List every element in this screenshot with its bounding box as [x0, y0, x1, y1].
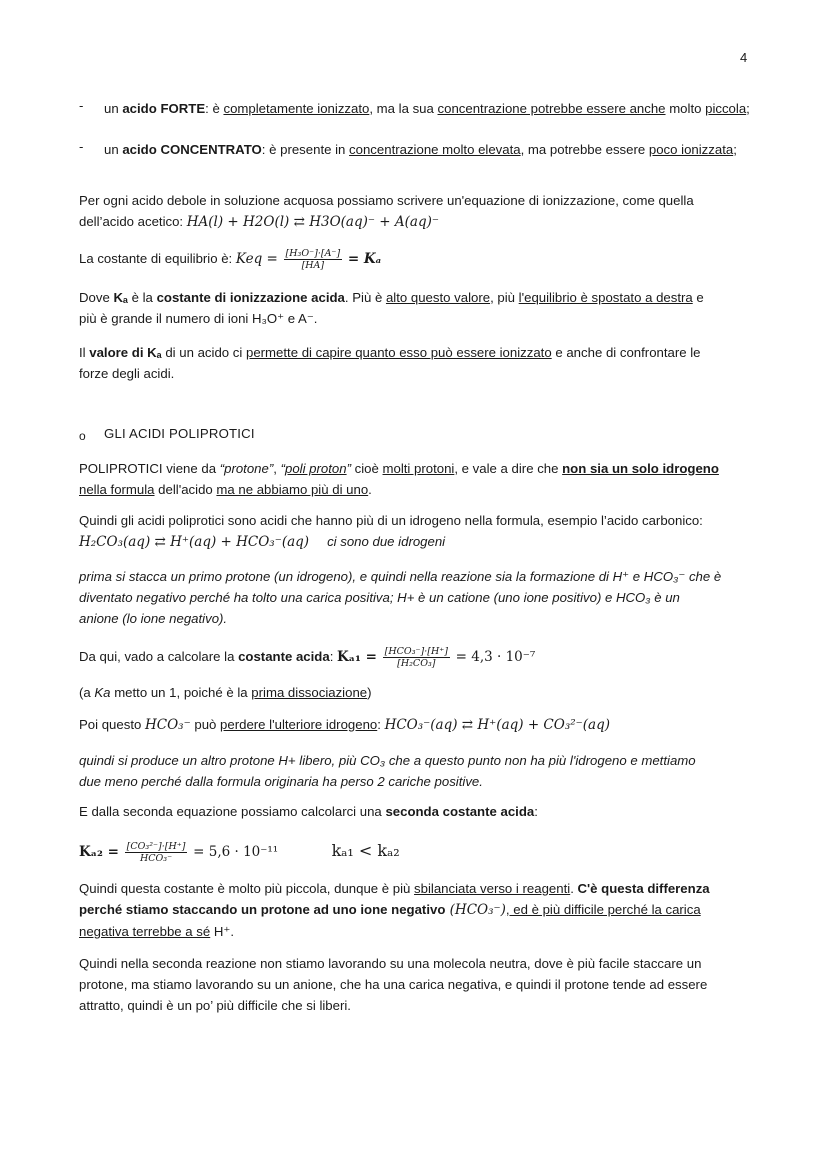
fraction-ka2: $\frac{\text{[CO₃²⁻]·[H⁺]}}{\text{HCO₃⁻}}$ — [126, 841, 186, 865]
term-concentrated-acid: acido CONCENTRATO — [122, 142, 262, 157]
equation-carbonic-first: H₂CO₃(aq) ⇄ H⁺(aq) + HCO₃⁻(aq) — [79, 534, 310, 550]
fraction-keq: $\frac{\text{[H₃O⁻]·[A⁻]}}{[HA]}$ — [285, 248, 341, 272]
paragraph-keq: La costante di equilibrio è: Keq = $\frac{\text{[H₃O⁻]·[A⁻]}}{[HA]}$ = Kₐ — [79, 248, 382, 272]
paragraph-ka1: Da qui, vado a calcolare la costante acida: Kₐ₁ = $\frac{\text{[HCO₃⁻]·[H⁺]}}{\text{[H₂CO₃]}}$ = 4,3 · 10⁻⁷ — [79, 646, 536, 670]
equation-ka2: Kₐ₂ = $\frac{\text{[CO₃²⁻]·[H⁺]}}{\text{HCO₃⁻}}$ = 5,6 · 10⁻¹¹ kₐ₁ < kₐ₂ — [79, 841, 400, 865]
section-marker: o — [79, 429, 86, 443]
section-title: GLI ACIDI POLIPROTICI — [104, 426, 255, 441]
paragraph-anion-explanation: Quindi nella seconda reazione non stiamo lavorando su una molecola neutra, dove è più facile staccare un protone, ma stiamo lavorando su un anione, che ha una carica negativa, e quindi il protone tende ad essere attratto, quindi è un po’ più difficile che si liberi. — [79, 956, 708, 1013]
bullet-concentrated-acid: un acido CONCENTRATO: è presente in concentrazione molto elevata, ma potrebbe essere poco ionizzata; — [104, 142, 737, 157]
term-strong-acid: acido FORTE — [122, 101, 206, 116]
paragraph-second-constant-intro: E dalla seconda equazione possiamo calcolarci una seconda costante acida: — [79, 804, 538, 819]
bullet-strong-acid: un acido FORTE: è completamente ionizzato, ma la sua concentrazione potrebbe essere anche molto piccola; — [104, 101, 750, 116]
paragraph-weak-acid: Per ogni acido debole in soluzione acquosa possiamo scrivere un'equazione di ionizzazione, come quella dell’acido acetico: HA(l) + H2O(l) ⇄ H3O(aq)⁻ + A(aq)⁻ — [79, 193, 694, 230]
bullet-dash: - — [79, 98, 84, 113]
paragraph-ka-value: Il valore di Kₐ di un acido ci permette di capire quanto esso può essere ionizzato e anche di confrontare le forze degli acidi. — [79, 345, 701, 381]
bullet-dash: - — [79, 139, 84, 154]
paragraph-first-proton: prima si stacca un primo protone (un idrogeno), e quindi nella reazione sia la formazione di H⁺ e HCO₃⁻ che è diventato negativo perché ha tolto una carica positiva; H+ è un catione (uno ione positivo) e HCO₃ è un anione (lo ione negativo). — [79, 569, 722, 626]
ka-comparison: kₐ₁ < kₐ₂ — [331, 841, 400, 860]
paragraph-second-proton: quindi si produce un altro protone H+ libero, più CO₃ che a questo punto non ha più l'idrogeno e mettiamo due meno perché dalla formula originaria ha perso 2 cariche positive. — [79, 753, 696, 789]
fraction-ka1: $\frac{\text{[HCO₃⁻]·[H⁺]}}{\text{[H₂CO₃]}}$ — [384, 646, 448, 670]
paragraph-second-dissociation: Poi questo HCO₃⁻ può perdere l'ulteriore idrogeno: HCO₃⁻(aq) ⇄ H⁺(aq) + CO₃²⁻(aq) — [79, 717, 610, 733]
page-number: 4 — [740, 50, 748, 65]
equation-acetic-acid: HA(l) + H2O(l) ⇄ H3O(aq)⁻ + A(aq)⁻ — [186, 214, 439, 230]
paragraph-constant-comparison: Quindi questa costante è molto più piccola, dunque è più sbilanciata verso i reagenti. C'è questa differenza perché stiamo staccando un protone ad uno ione negativo (HCO₃⁻), ed è più difficile perché la carica negativa terrebbe a sé H⁺. — [79, 881, 710, 939]
paragraph-polyprotic-definition: POLIPROTICI viene da “protone”, “poli proton” cioè molti protoni, e vale a dire che non sia un solo idrogeno nella formula dell'acido ma ne abbiamo più di uno. — [79, 461, 719, 497]
paragraph-ka-definition: Dove Kₐ è la costante di ionizzazione acida. Più è alto questo valore, più l'equilibrio è spostato a destra e più è grande il numero di ioni H₃O⁺ e A⁻. — [79, 290, 704, 326]
equation-carbonic-second: HCO₃⁻(aq) ⇄ H⁺(aq) + CO₃²⁻(aq) — [384, 717, 610, 733]
paragraph-ka-note: (a Ka metto un 1, poiché è la prima dissociazione) — [79, 685, 372, 700]
paragraph-carbonic-acid: Quindi gli acidi poliprotici sono acidi che hanno più di un idrogeno nella formula, esempio l’acido carbonico: H₂CO₃(aq) ⇄ H⁺(aq) + HCO₃⁻(aq) ci sono due idrogeni — [79, 513, 703, 550]
